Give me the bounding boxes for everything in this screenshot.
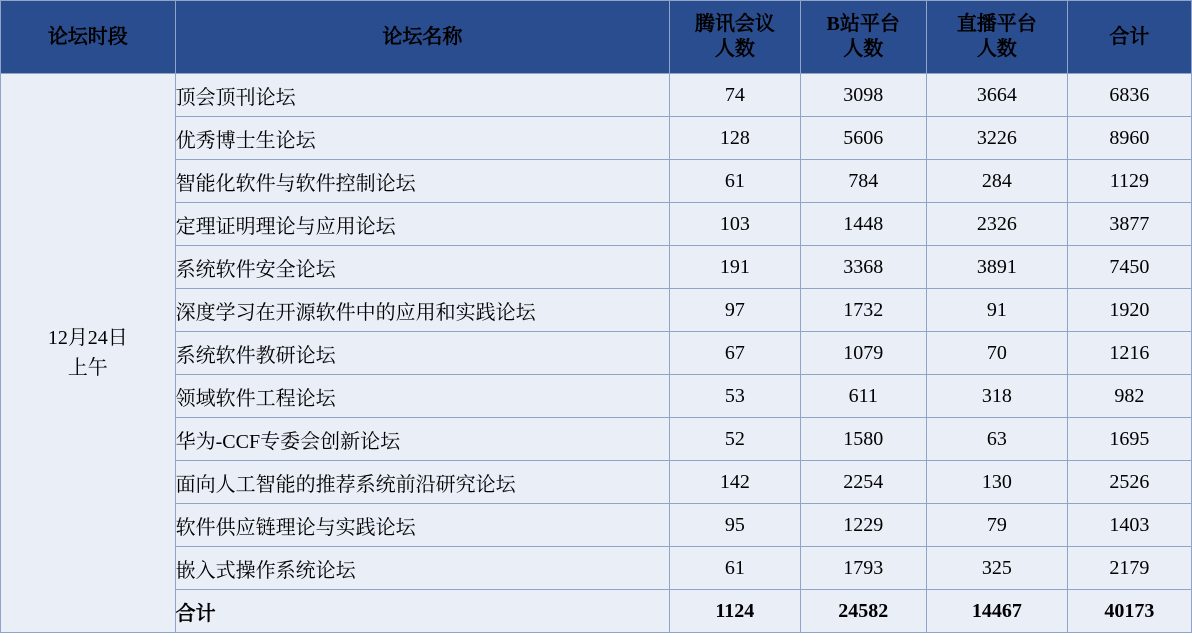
- table-row: [1, 289, 1192, 332]
- table-row: [1, 418, 1192, 461]
- bilibili-count: 1448: [800, 203, 926, 246]
- live-count: 130: [926, 461, 1067, 504]
- live-count: 3226: [926, 117, 1067, 160]
- bilibili-count: 5606: [800, 117, 926, 160]
- tencent-count: 128: [670, 117, 800, 160]
- bilibili-count: 611: [800, 375, 926, 418]
- tencent-count: 61: [670, 160, 800, 203]
- bilibili-count: 784: [800, 160, 926, 203]
- row-total: 1920: [1067, 289, 1191, 332]
- tencent-count: 191: [670, 246, 800, 289]
- table-row: [1, 461, 1192, 504]
- tencent-count: 67: [670, 332, 800, 375]
- tencent-count: 95: [670, 504, 800, 547]
- row-total: 8960: [1067, 117, 1191, 160]
- tencent-count: 61: [670, 547, 800, 590]
- tencent-count: 142: [670, 461, 800, 504]
- tencent-count: 97: [670, 289, 800, 332]
- live-count: 91: [926, 289, 1067, 332]
- forum-name: 软件供应链理论与实践论坛: [175, 504, 669, 547]
- live-count: 325: [926, 547, 1067, 590]
- table-header: [1, 1, 1192, 74]
- row-total: 3877: [1067, 203, 1191, 246]
- forum-name: 优秀博士生论坛: [175, 117, 669, 160]
- summary-bilibili-count: 24582: [800, 590, 926, 633]
- tencent-count: 52: [670, 418, 800, 461]
- row-total: 2179: [1067, 547, 1191, 590]
- table-row: [1, 160, 1192, 203]
- bilibili-count: 1079: [800, 332, 926, 375]
- live-count: 70: [926, 332, 1067, 375]
- column-header-period: 论坛时段: [1, 1, 176, 74]
- column-header-bilibili: B站平台 人数: [800, 1, 926, 74]
- column-header-tencent-meeting: 腾讯会议 人数: [670, 1, 800, 74]
- forum-name: 定理证明理论与应用论坛: [175, 203, 669, 246]
- table-row: [1, 375, 1192, 418]
- table-row: [1, 74, 1192, 117]
- forum-name: 系统软件教研论坛: [175, 332, 669, 375]
- live-count: 3891: [926, 246, 1067, 289]
- table-row: [1, 246, 1192, 289]
- row-total: 2526: [1067, 461, 1191, 504]
- table-row: [1, 117, 1192, 160]
- row-total: 1403: [1067, 504, 1191, 547]
- row-total: 6836: [1067, 74, 1191, 117]
- live-count: 3664: [926, 74, 1067, 117]
- bilibili-count: 3098: [800, 74, 926, 117]
- tencent-count: 53: [670, 375, 800, 418]
- summary-tencent-count: 1124: [670, 590, 800, 633]
- forum-name: 顶会顶刊论坛: [175, 74, 669, 117]
- period-cell: 12月24日 上午: [1, 74, 176, 633]
- summary-live-count: 14467: [926, 590, 1067, 633]
- summary-total: 40173: [1067, 590, 1191, 633]
- table-row: [1, 203, 1192, 246]
- forum-name: 系统软件安全论坛: [175, 246, 669, 289]
- summary-row: [1, 590, 1192, 633]
- table-row: [1, 547, 1192, 590]
- column-header-total: 合计: [1067, 1, 1191, 74]
- bilibili-count: 1580: [800, 418, 926, 461]
- forum-name: 深度学习在开源软件中的应用和实践论坛: [175, 289, 669, 332]
- row-total: 1216: [1067, 332, 1191, 375]
- forum-name: 领域软件工程论坛: [175, 375, 669, 418]
- live-count: 318: [926, 375, 1067, 418]
- bilibili-count: 1229: [800, 504, 926, 547]
- bilibili-count: 1793: [800, 547, 926, 590]
- row-total: 982: [1067, 375, 1191, 418]
- row-total: 7450: [1067, 246, 1191, 289]
- bilibili-count: 3368: [800, 246, 926, 289]
- forum-name: 嵌入式操作系统论坛: [175, 547, 669, 590]
- table-body: [1, 74, 1192, 633]
- table-row: [1, 504, 1192, 547]
- live-count: 284: [926, 160, 1067, 203]
- column-header-live-platform: 直播平台 人数: [926, 1, 1067, 74]
- tencent-count: 103: [670, 203, 800, 246]
- live-count: 63: [926, 418, 1067, 461]
- forum-name: 智能化软件与软件控制论坛: [175, 160, 669, 203]
- row-total: 1129: [1067, 160, 1191, 203]
- live-count: 2326: [926, 203, 1067, 246]
- bilibili-count: 2254: [800, 461, 926, 504]
- bilibili-count: 1732: [800, 289, 926, 332]
- forum-name: 面向人工智能的推荐系统前沿研究论坛: [175, 461, 669, 504]
- table-row: [1, 332, 1192, 375]
- tencent-count: 74: [670, 74, 800, 117]
- row-total: 1695: [1067, 418, 1191, 461]
- header-row: [1, 1, 1192, 74]
- column-header-forum-name: 论坛名称: [175, 1, 669, 74]
- forum-name: 华为-CCF专委会创新论坛: [175, 418, 669, 461]
- live-count: 79: [926, 504, 1067, 547]
- summary-label: 合计: [175, 590, 669, 633]
